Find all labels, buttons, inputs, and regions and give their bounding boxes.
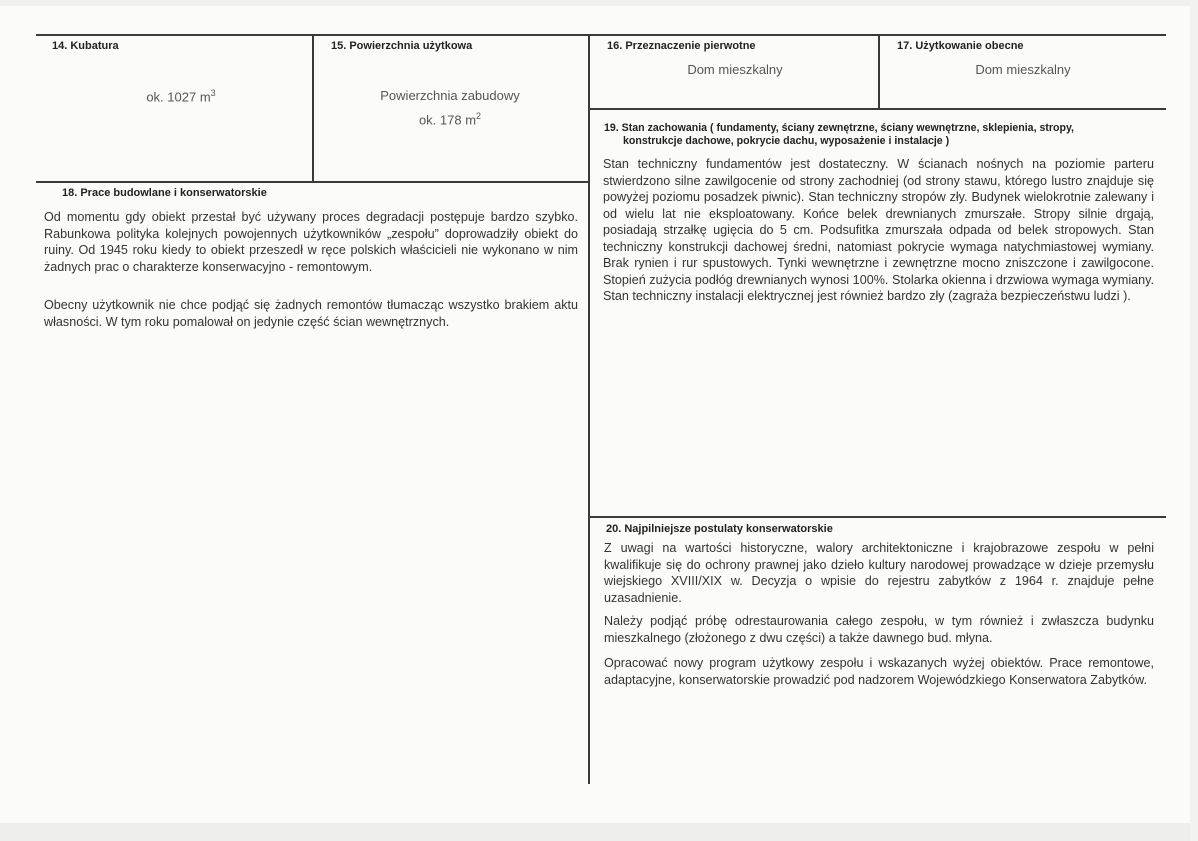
scan-edge-right — [1190, 0, 1198, 841]
field-20-paragraph-3: Opracować nowy program użytkowy zespołu i wskazanych wyżej obiektów. Prace remontowe, adaptacyjne, konserwatorskie prowadzić pod nadzorem Wojewódzkiego Konserwatora Zabytków. — [604, 656, 1154, 687]
field-15-label: 15. Powierzchnia użytkowa — [331, 40, 473, 52]
rule-divider-14-15 — [312, 34, 314, 182]
field-15-line2-text: ok. 178 m — [418, 112, 477, 128]
rule-above-20 — [590, 516, 1166, 518]
field-17-value: Dom mieszkalny — [975, 62, 1071, 77]
field-19-label-line1: 19. Stan zachowania ( fundamenty, ściany zewnętrzne, ściany wewnętrzne, sklepienia, stropy, — [604, 122, 1074, 134]
field-15-line1: Powierzchnia zabudowy — [380, 88, 520, 103]
field-17-label: 17. Użytkowanie obecne — [897, 40, 1024, 52]
field-16-label: 16. Przeznaczenie pierwotne — [607, 40, 756, 52]
rule-below-16-17 — [590, 108, 1166, 110]
field-15-line2-sup: 2 — [476, 111, 482, 121]
field-14-value-sup: 3 — [210, 88, 216, 98]
field-19-label-line2: konstrukcje dachowe, pokrycie dachu, wyposażenie i instalacje ) — [623, 135, 950, 147]
field-18-paragraph-2: Obecny użytkownik nie chce podjąć się żadnych remontów tłumacząc wszystko brakiem aktu własności. W tym roku pomalował on jedynie część ścian wewnętrznych. — [44, 298, 578, 329]
field-18-paragraph-1: Od momentu gdy obiekt przestał być używany proces degradacji postępuje bardzo szybko. Rabunkowa polityka kolejnych powojennych użytkowników „zespołu” doprowadziły obiekt do ruiny. Od 1945 roku kiedy to obiekt przeszedł w ręce polskich właścicieli nie wykonano w nim żadnych prac o charakterze konserwacyjno - remontowym. — [44, 210, 578, 274]
field-16-value: Dom mieszkalny — [687, 62, 783, 77]
field-14-value-text: ok. 1027 m — [146, 89, 211, 105]
field-19-text: Stan techniczny fundamentów jest dostateczny. W ścianach nośnych na poziomie parteru stwierdzono silne zawilgocenie od strony zachodniej (od strony stawu, którego lustro znajduje się powyżej poziomu posadzek piwnic). Stan techniczny stropów zły. Budynek wielokrotnie zalewany i od wielu lat nie eksploatowany. Końce belek drewnianych zmurszałe. Stropy silnie drgają, posiadają strzałkę ugięcia do 5 cm. Podsufitka zmurszała odpada od belek stropowych. Stan techniczny konstrukcji dachowej średni, natomiast pokrycie wymaga natychmiastowej wymiany. Brak rynien i rur spustowych. Tynki wewnętrzne i zewnętrzne mocno zniszczone i zawilgocone. Stopień zużycia podłóg drewnianych wynosi 100%. Stolarka okienna i drzwiowa wymaga wymiany. Stan techniczny instalacji elektrycznej jest również bardzo zły (zagraża bezpieczeństwu ludzi ). — [603, 157, 1154, 303]
scan-edge-top — [0, 0, 1198, 6]
rule-above-18 — [36, 181, 590, 183]
rule-top — [36, 34, 1166, 36]
field-18-label: 18. Prace budowlane i konserwatorskie — [62, 187, 267, 199]
field-20-paragraph-1: Z uwagi na wartości historyczne, walory architektoniczne i krajobrazowe zespołu w pełni kwalifikuje się do ochrony prawnej jako dzieło kultury narodowej prowadzące w dzieje przemysłu wiejskiego XVIII/XIX w. Decyzja o wpisie do rejestru zabytków z 1964 r. znajduje pełne uzasadnienie. — [604, 541, 1154, 605]
field-20-paragraph-2: Należy podjąć próbę odrestaurowania całego zespołu, w tym również i zwłaszcza budynku mieszkalnego (złożonego z dwu części) a także dawnego bud. młyna. — [604, 614, 1154, 645]
rule-center — [588, 34, 590, 784]
field-20-label: 20. Najpilniejsze postulaty konserwatorskie — [606, 523, 833, 535]
scan-edge-bottom — [0, 823, 1198, 841]
field-15-line2 — [314, 111, 586, 127]
field-14-value — [52, 88, 310, 104]
field-14-label: 14. Kubatura — [52, 40, 119, 52]
